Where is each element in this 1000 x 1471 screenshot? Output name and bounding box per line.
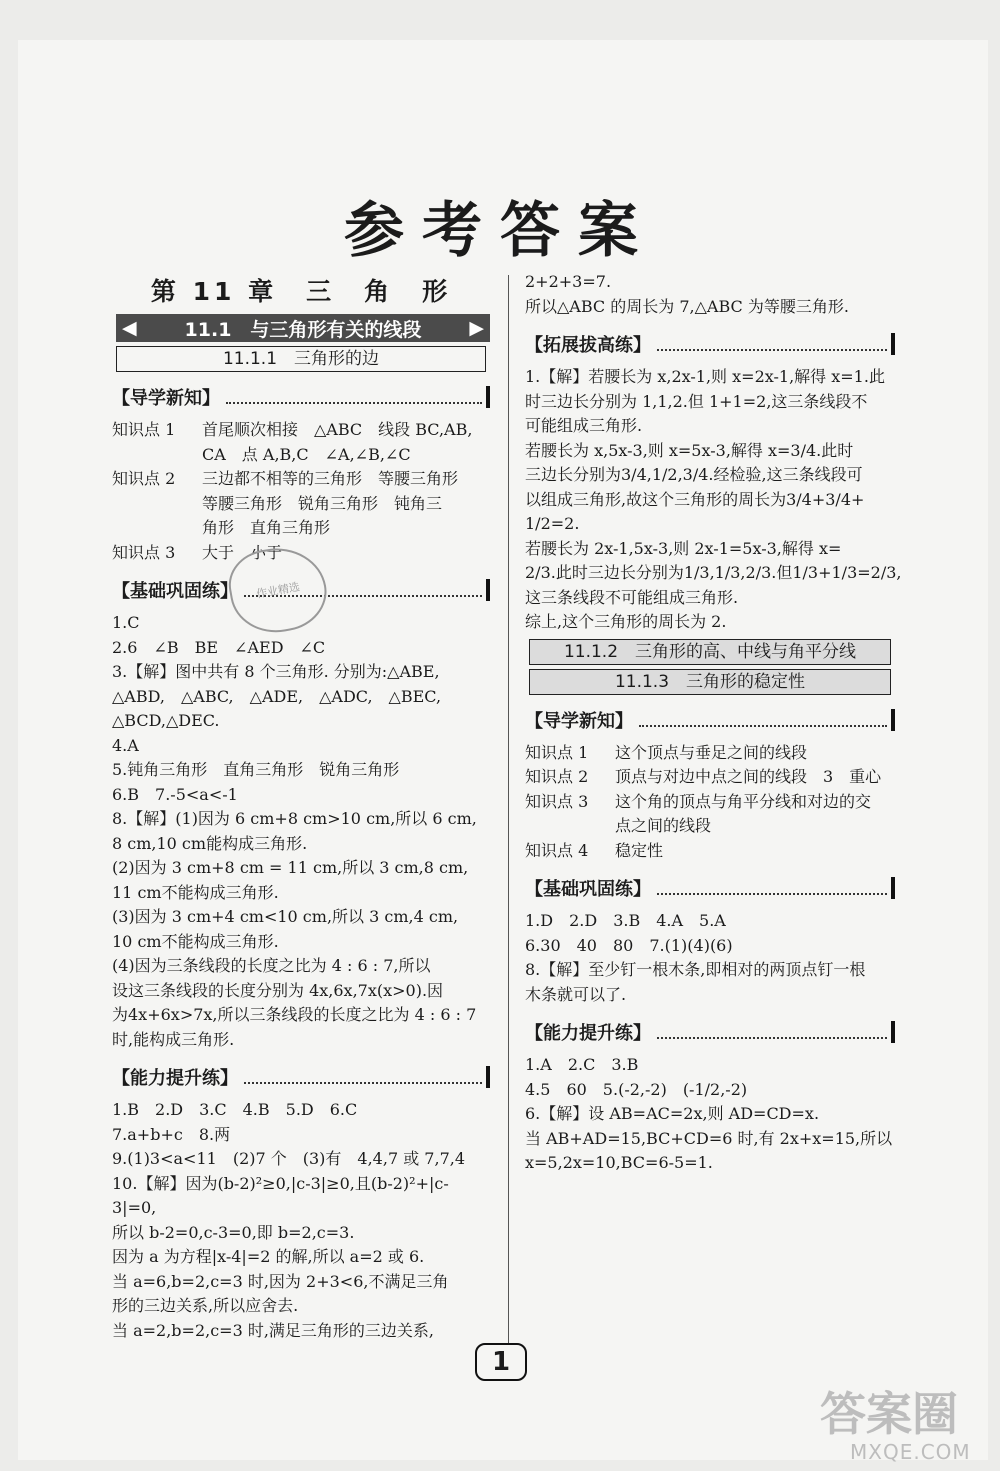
answer-line: 2+2+3=7.	[525, 272, 612, 291]
kp-label: 知识点 1	[112, 420, 176, 439]
answer-line: 这三条线段不可能组成三角形.	[525, 587, 739, 607]
subsection-title: 11.1.3 三角形的稳定性	[529, 669, 891, 695]
answer-line: (2)因为 3 cm+8 cm = 11 cm,所以 3 cm,8 cm,	[112, 858, 469, 877]
kp-line: 首尾顺次相接 △ABC 线段 BC,AB,	[202, 420, 473, 439]
heading-basic	[525, 875, 895, 901]
answer-list	[525, 365, 902, 635]
kp-label: 知识点 3	[525, 791, 589, 811]
kp-label: 知识点 2	[525, 767, 589, 786]
answer-line: 当 AB+AD=15,BC+CD=6 时,有 2x+x=15,所以	[525, 1128, 893, 1148]
heading-expand	[525, 331, 895, 357]
knowledge-points	[525, 741, 895, 864]
kp-line: 稳定性	[615, 840, 664, 860]
heading-label: 【能力提升练】	[112, 1068, 238, 1089]
kp-line: 等腰三角形 锐角三角形 钝角三	[202, 493, 443, 513]
left-column	[112, 270, 490, 1343]
answer-line: (3)因为 3 cm+4 cm<10 cm,所以 3 cm,4 cm,	[112, 907, 459, 926]
heading-label: 【能力提升练】	[525, 1023, 651, 1044]
answer-line: 9.(1)3<a<11 (2)7 个 (3)有 4,4,7 或 7,7,4	[112, 1149, 466, 1168]
answer-line: 6.30 40 80 7.(1)(4)(6)	[525, 935, 733, 955]
watermark-logo: 答案圈	[820, 1387, 958, 1441]
heading-label: 【基础巩固练】	[112, 581, 238, 602]
knowledge-point	[525, 741, 895, 766]
chapter-title: 第 11 章 三 角 形	[150, 277, 452, 306]
kp-line: CA 点 A,B,C ∠A,∠B,∠C	[202, 444, 411, 464]
knowledge-point	[525, 839, 895, 864]
answer-line: 3.【解】图中共有 8 个三角形. 分别为:△ABE,	[112, 662, 440, 681]
answer-line: 因为 a 为方程|x-4|=2 的解,所以 a=2 或 6.	[112, 1247, 425, 1266]
answer-line: 1/2=2.	[525, 514, 580, 533]
answer-line: 若腰长为 2x-1,5x-3,则 2x-1=5x-3,解得 x=	[525, 538, 842, 558]
kp-line: 顶点与对边中点之间的线段 3 重心	[615, 767, 882, 786]
answer-line: x=5,2x=10,BC=6-5=1.	[525, 1153, 713, 1172]
answer-line: 所以△ABC 的周长为 7,△ABC 为等腰三角形.	[525, 296, 849, 316]
answer-line: 3|=0,	[112, 1198, 157, 1217]
answer-line: 10 cm不能构成三角形.	[112, 931, 279, 951]
section-bar	[116, 314, 490, 342]
kp-label: 知识点 2	[112, 469, 176, 488]
answer-list	[525, 270, 895, 319]
page-title: 参考答案	[344, 196, 656, 266]
watermark-url: MXQE.COM	[850, 1440, 971, 1464]
answer-line: 10.【解】因为(b-2)²≥0,|c-3|≥0,且(b-2)²+|c-	[112, 1173, 449, 1193]
answer-line: 时三边长分别为 1,1,2.但 1+1=2,这三条线段不	[525, 391, 868, 411]
answer-line: 当 a=2,b=2,c=3 时,满足三角形的三边关系,	[112, 1320, 435, 1340]
knowledge-points	[112, 418, 490, 565]
kp-line: 三边都不相等的三角形 等腰三角形	[202, 469, 459, 488]
kp-label: 知识点 1	[525, 742, 589, 762]
heading-guide	[112, 384, 490, 410]
answer-list	[525, 909, 895, 1007]
subsection-title: 11.1.1 三角形的边	[116, 346, 486, 372]
heading-ability	[112, 1064, 490, 1090]
section-title: 11.1 与三角形有关的线段	[184, 318, 422, 341]
kp-label: 知识点 3	[112, 542, 176, 562]
page-number: 1	[475, 1343, 527, 1381]
subsection-title: 11.1.2 三角形的高、中线与角平分线	[529, 639, 891, 665]
answer-line: 时,能构成三角形.	[112, 1029, 235, 1049]
answer-line: 1.C	[112, 613, 140, 632]
kp-line: 大于 小于	[202, 542, 283, 562]
answer-list	[525, 1053, 895, 1176]
answer-line: △ABD, △ABC, △ADE, △ADC, △BEC,	[112, 686, 442, 706]
answer-line: 三边长分别为3/4,1/2,3/4.经检验,这三条线段可	[525, 465, 863, 484]
column-divider	[508, 275, 509, 1345]
answer-line: 综上,这个三角形的周长为 2.	[525, 612, 727, 631]
kp-line: 这个顶点与垂足之间的线段	[615, 742, 808, 762]
heading-label: 【导学新知】	[112, 388, 220, 409]
answer-line: 所以 b-2=0,c-3=0,即 b=2,c=3.	[112, 1222, 355, 1242]
answer-line: 4.5 60 5.(-2,-2) (-1/2,-2)	[525, 1079, 748, 1099]
knowledge-point	[112, 418, 490, 467]
answer-list	[112, 1098, 490, 1343]
kp-line: 点之间的线段	[615, 816, 712, 835]
answer-line: 6.【解】设 AB=AC=2x,则 AD=CD=x.	[525, 1104, 820, 1123]
heading-label: 【导学新知】	[525, 710, 633, 732]
answer-line: 可能组成三角形.	[525, 416, 643, 435]
answer-line: 6.B 7.-5<a<-1	[112, 784, 238, 804]
answer-line: 木条就可以了.	[525, 984, 627, 1004]
answer-line: 7.a+b+c 8.两	[112, 1124, 231, 1144]
answer-line: 1.A 2.C 3.B	[525, 1055, 639, 1074]
right-arrow-icon: ▶	[469, 317, 484, 339]
answer-line: 1.【解】若腰长为 x,2x-1,则 x=2x-1,解得 x=1.此	[525, 367, 885, 386]
stamp-text: 作业精选	[255, 580, 301, 601]
answer-line: 8.【解】至少钉一根木条,即相对的两顶点钉一根	[525, 960, 866, 979]
answer-line: 5.钝角三角形 直角三角形 锐角三角形	[112, 760, 400, 779]
answer-line: 当 a=6,b=2,c=3 时,因为 2+3<6,不满足三角	[112, 1271, 449, 1291]
answer-line: 8.【解】(1)因为 6 cm+8 cm>10 cm,所以 6 cm,	[112, 809, 477, 828]
answer-line: △BCD,△DEC.	[112, 711, 220, 730]
answer-list	[112, 611, 490, 1052]
heading-label: 【基础巩固练】	[525, 879, 651, 900]
knowledge-point	[525, 765, 895, 790]
knowledge-point	[525, 790, 895, 839]
answer-line: 1.B 2.D 3.C 4.B 5.D 6.C	[112, 1100, 358, 1119]
answer-line: 若腰长为 x,5x-3,则 x=5x-3,解得 x=3/4.此时	[525, 440, 854, 460]
answer-line: (4)因为三条线段的长度之比为 4 : 6 : 7,所以	[112, 956, 431, 975]
answer-line: 4.A	[112, 735, 139, 755]
answer-line: 8 cm,10 cm能构成三角形.	[112, 833, 308, 853]
heading-label: 【拓展拔高练】	[525, 335, 651, 356]
knowledge-point	[112, 467, 490, 541]
kp-line: 角形 直角三角形	[202, 518, 331, 537]
answer-line: 2.6 ∠B BE ∠AED ∠C	[112, 637, 326, 657]
answer-line: 为4x+6x>7x,所以三条线段的长度之比为 4 : 6 : 7	[112, 1005, 477, 1024]
left-arrow-icon: ◀	[122, 317, 137, 339]
right-column	[525, 270, 902, 1176]
answer-line: 2/3.此时三边长分别为1/3,1/3,2/3.但1/3+1/3=2/3,	[525, 563, 902, 582]
answer-line: 11 cm不能构成三角形.	[112, 882, 279, 902]
answer-line: 设这三条线段的长度分别为 4x,6x,7x(x>0).因	[112, 980, 444, 1000]
answer-line: 以组成三角形,故这个三角形的周长为3/4+3/4+	[525, 489, 865, 509]
heading-guide	[525, 707, 895, 733]
answer-line: 形的三边关系,所以应舍去.	[112, 1296, 299, 1315]
kp-label: 知识点 4	[525, 840, 589, 860]
kp-line: 这个角的顶点与角平分线和对边的交	[615, 791, 872, 811]
heading-ability	[525, 1019, 895, 1045]
answer-line: 1.D 2.D 3.B 4.A 5.A	[525, 911, 726, 930]
